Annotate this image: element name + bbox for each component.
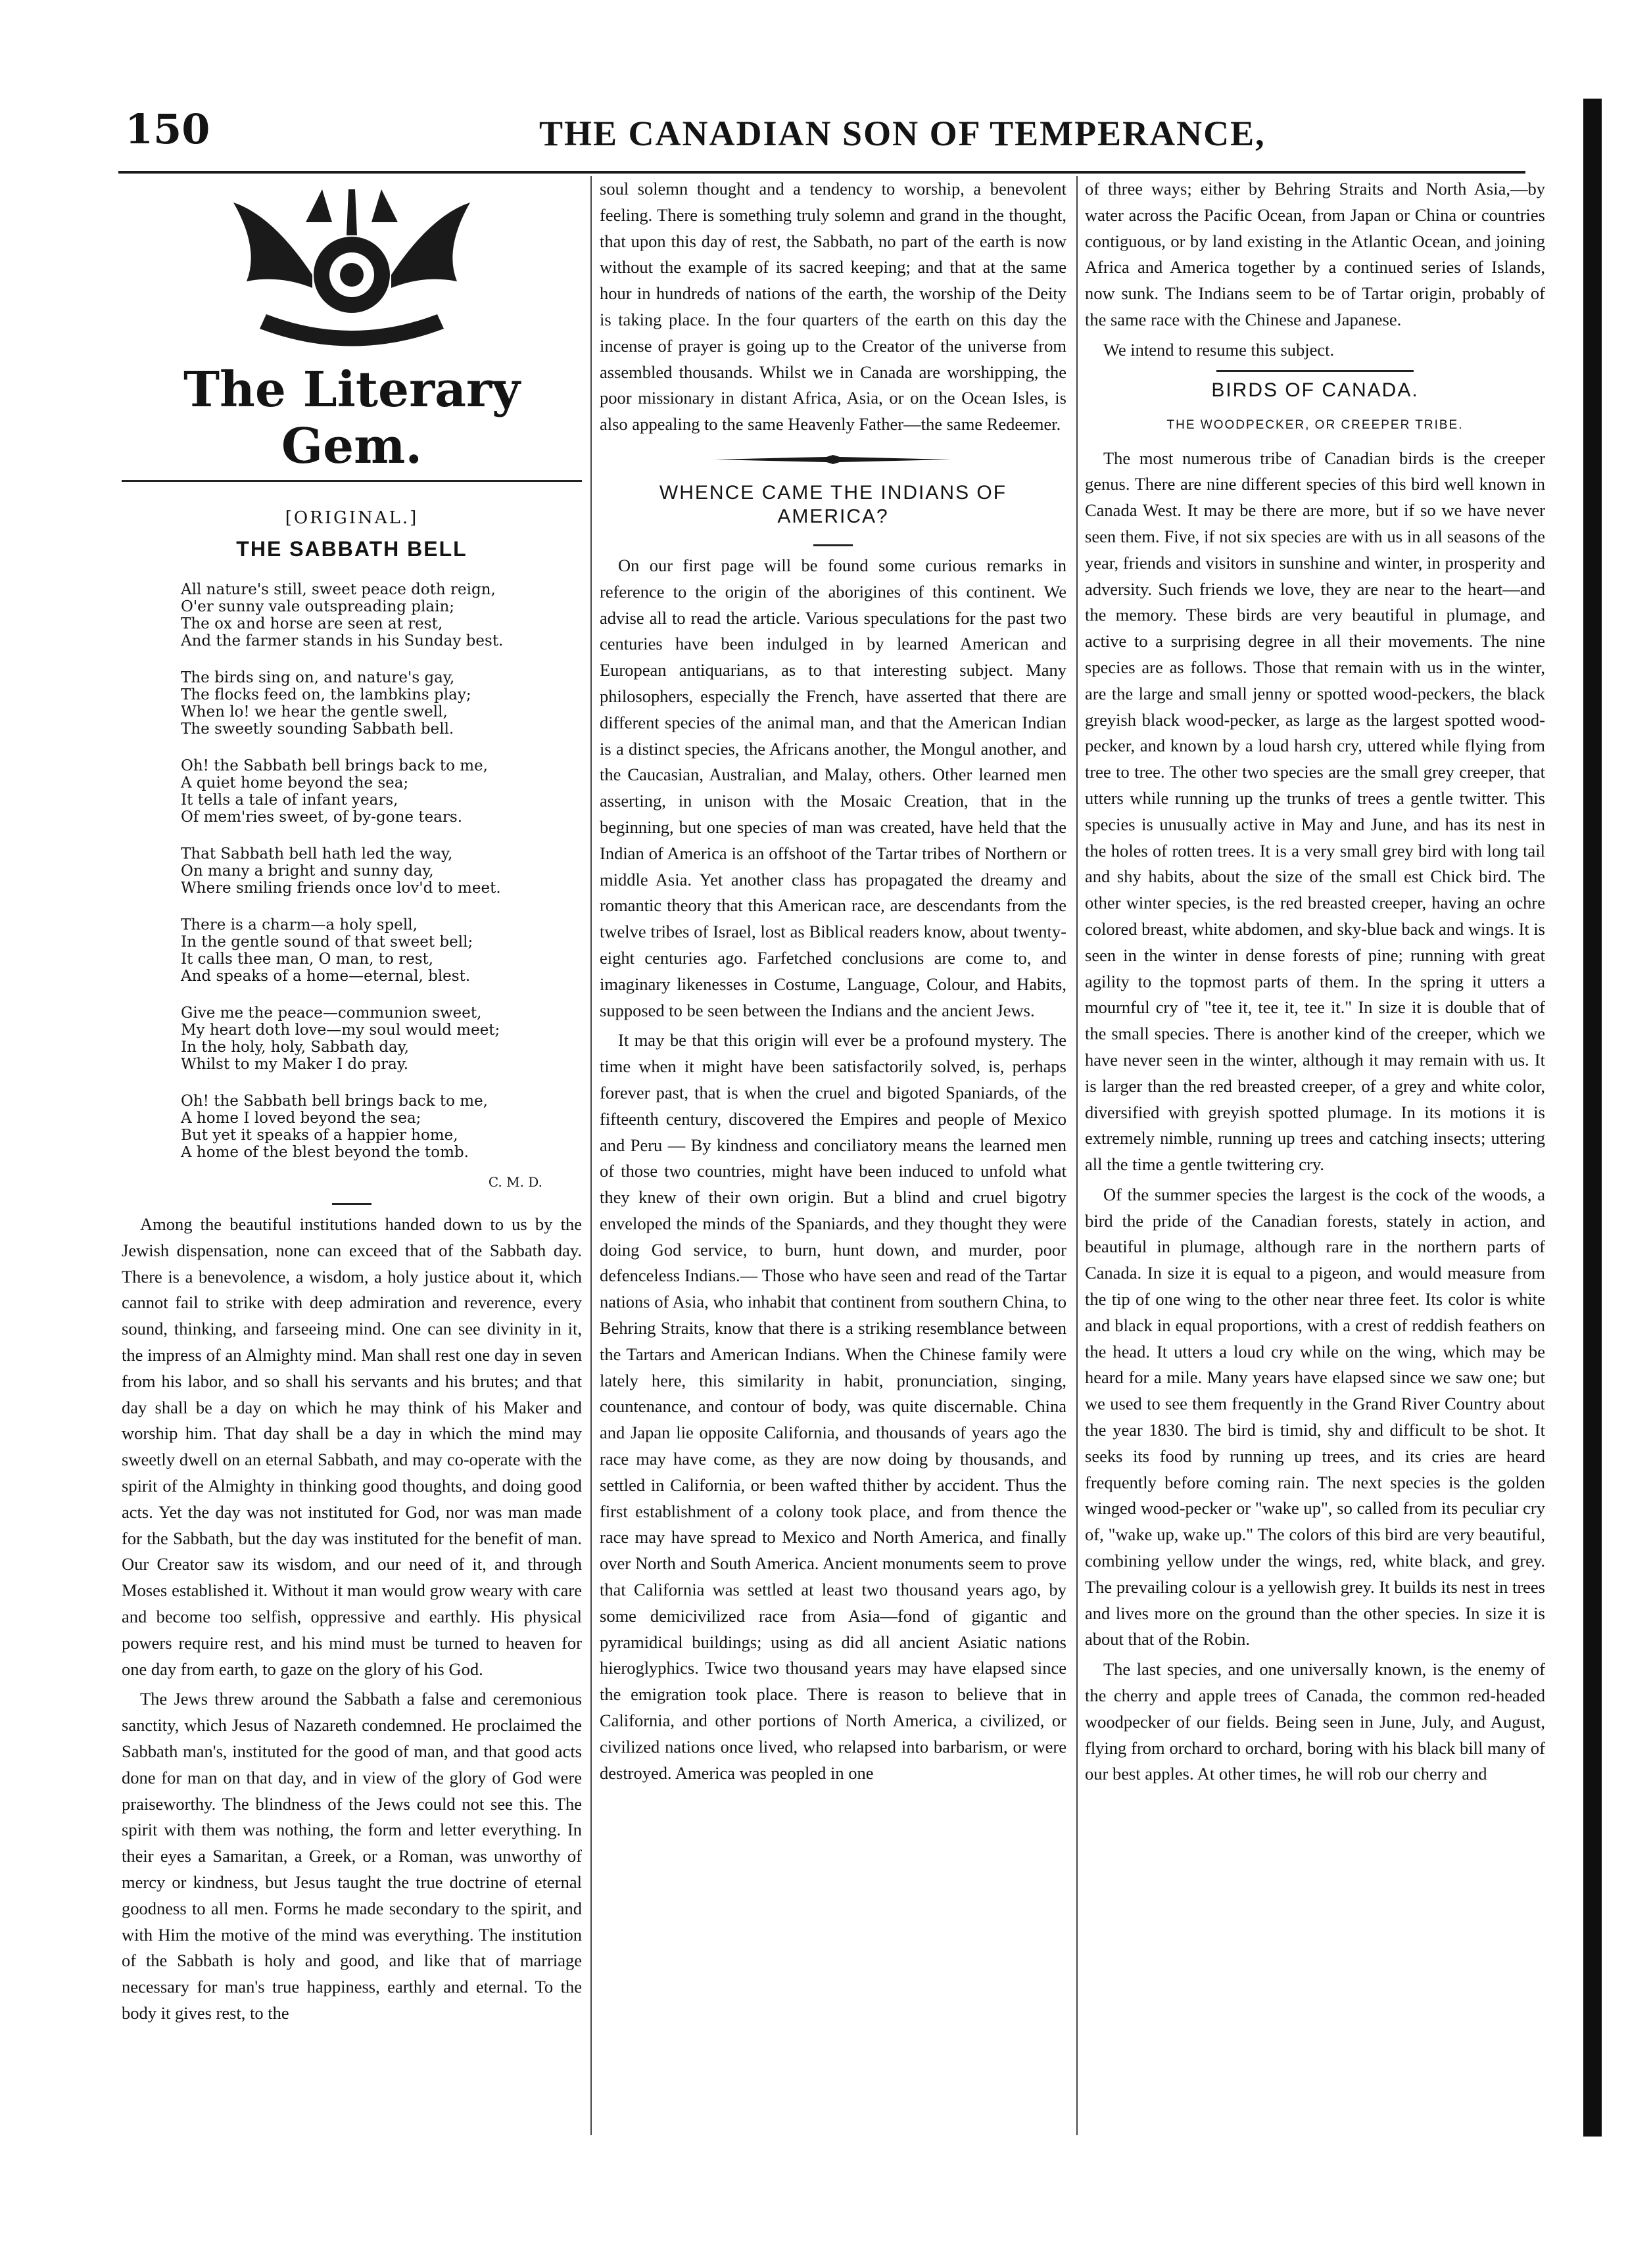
ornamental-rule-icon [715, 455, 951, 464]
poem-line: There is a charm—a holy spell, [181, 916, 418, 933]
poem [122, 581, 582, 1161]
continued-paragraph: of three ways; either by Behring Straits and North Asia,—by water across the Pacific Ocean, from Japan or China or countries contiguous, or by land existing in the Atlantic Ocean, and joining Africa and America together by a continued series of Islands, now sunk. The Indians seem to be of Tartar origin, probably of the same race with the Chinese and Japanese. [1085, 179, 1545, 329]
article-paragraph: Of the summer species the largest is the cock of the woods, a bird the pride of the Canadian forests, stately in action, and beautiful in plumage, although rare in the northern parts of Canada. In size it is equal to a pigeon, and would measure from the tip of one wing to the other near three feet. Its color is white and black in equal proportions, with a crest of reddish feathers on the head. It utters a loud cry while on the wing, which may be heard for a mile. Many years have elapsed since we saw one; but we used to see them frequently in the Grand River Country about the year 1830. The bird is timid, shy and difficult to be shot. It seeks its food by running up trees, and its cries are heard frequently before coming rain. The next species is the golden winged wood-pecker or "wake up", so called from its peculiar cry of, "wake up, wake up." The colors of this bird are very beautiful, combining yellow under the wings, red, white black, and grey. The prevailing colour is a yellowish grey. It builds its nest in trees and lives more on the ground than the other species. In size it is about that of the Robin. [1085, 1184, 1545, 1649]
poem-stanza [181, 1004, 582, 1073]
poem-line: It calls thee man, O man, to rest, [181, 951, 434, 968]
poem-line: A home of the blest beyond the tomb. [181, 1144, 469, 1161]
poem-line: Where smiling friends once lov'd to meet. [181, 880, 501, 897]
page-number: 150 [125, 105, 210, 153]
page-edge-shadow [1583, 99, 1602, 2137]
column-divider [1076, 176, 1078, 2135]
poem-line: The sweetly sounding Sabbath bell. [181, 721, 454, 738]
poem-line: And the farmer stands in his Sunday best. [181, 632, 504, 650]
poem-line: That Sabbath bell hath led the way, [181, 845, 453, 862]
poem-line: When lo! we hear the gentle swell, [181, 703, 448, 721]
poem-line: The ox and horse are seen at rest, [181, 615, 443, 632]
poem-line: It tells a tale of infant years, [181, 791, 398, 809]
poem-line: But yet it speaks of a happier home, [181, 1127, 458, 1144]
poem-line: All nature's still, sweet peace doth reign, [181, 581, 496, 598]
poem-stanza [181, 669, 582, 738]
divider [813, 544, 853, 546]
article-paragraph: The most numerous tribe of Canadian birds is the creeper genus. There are nine different species of this bird well known in Canada West. It may be there are more, but if so we have never seen them. Five, if not six species are with us in all seasons of the year, friends and visitors in sunshine and winter, in prosperity and adversity. Such friends we love, they are near to the heart—and the memory. These birds are very beautiful in plumage, and active to a surprising degree in all their movements. The nine species are as follows. Those that remain with us in the winter, are the large and small jenny or spotted wood-peckers, the black greyish black wood-pecker, as large as the largest spotted wood-pecker, and known by a loud harsh cry, uttered while flying from tree to tree. The other two species are the small grey creeper, that utters while running up the trunks of trees a gentle twitter. This species is unusually active in May and June, and has its nest in the holes of rotten trees. It is a very small grey bird with long tail and shy habits, about the size of the small est Chick bird. The other winter species, is the red breasted creeper, having an ochre colored breast, white abdomen, and sky-blue back and wings. It is seen in the winter in dense forests of pine; running with great agility to the topmost parts of them. In the spring it utters a mournful cry of "tee it, tee it, tee it." In size it is double that of the small species. There is another kind of the creeper, which we have never seen in the winter, although it may remain with us. It is larger than the red breasted creeper, of a grey and white color, diversified with greyish spotted plumage. In its motions it is extremely nimble, running up trees and catching insects; uttering all the time a gentle twittering cry. [1085, 448, 1545, 1175]
article-heading: BIRDS OF CANADA. [1211, 379, 1419, 401]
poem-stanza [181, 757, 582, 826]
article-paragraph: On our first page will be found some curious remarks in reference to the origin of the aborigines of this continent. We advise all to read the article. Various speculations for the past two centuries have been indulged in by learned American and European antiquarians, as to that interesting subject. Many philosophers, especially the French, have asserted that there are different species of the animal man, and that the American Indian is a distinct species, the Africans another, the Mongul another, and the Caucasian, Australian, and Malay, others. Other learned men asserting, in unison with the Mosaic Creation, that in the beginning, but one species of man was created, have held that the Indian of America is an offshoot of the Tartar tribes of Northern or middle Asia. Yet another class has propagated the dreamy and romantic theory that this American race, are descendants from the twelve tribes of Israel, lost as Biblical readers know, about twenty-eight centuries ago. Farfetched conclusions are come to, and imaginary likenesses in Costume, Language, Colour, and Habits, supposed to be seen between the Indians and the ancient Jews. [600, 555, 1066, 1020]
article-subheading: THE WOODPECKER, OR CREEPER TRIBE. [1166, 417, 1464, 432]
poem-line: The flocks feed on, the lambkins play; [181, 686, 471, 703]
poem-line: And speaks of a home—eternal, blest. [181, 968, 471, 985]
poem-line: Give me the peace—communion sweet, [181, 1004, 482, 1022]
poem-stanza [181, 916, 582, 985]
column-indians [600, 176, 1066, 1790]
article-paragraph: It may be that this origin will ever be a profound mystery. The time when it might have been satisfactorily solved, is, perhaps forever past, that is when the cruel and bigoted Spaniards, of the fifteenth century, discovered the Empires and people of Mexico and Peru — By kindness and conciliatory means the learned men of those two countries, might have been induced to unfold what they knew of their own origin. But a blind and cruel bigotry enveloped the minds of the Spaniards, and they thought they were doing God service, to burn, hunt down, and murder, poor defenceless Indians.— Those who have seen and read of the Tartar nations of Asia, who inhabit that continent from southern China, to Behring Straits, know that there is a striking resemblance between the Tartars and American Indians. When the Chinese family were lately here, this similarity in habit, pronunciation, singing, countenance, and contour of body, was quite discernable. China and Japan lie opposite California, and thousands of years ago the race may have come, as they are now doing by thousands, and settled in California, or been wafted thither by accident. Thus the first establishment of a colony took place, and from thence the race may have spread to Mexico and North America, and finally over North and South America. Ancient monuments seem to prove that California was settled at least two thousand years ago, by some demicivilized race from Asia—fond of gigantic and pyramidical buildings; using as did all ancient Asiatic nations hieroglyphics. Twice two thousand years may have elapsed since the emigration took place. There is reason to believe that in California, and other portions of North America, a civilized, or civilized nations once lived, who relapsed into barbarism, or were destroyed. America was peopled in one [600, 1030, 1066, 1783]
poem-line: In the gentle sound of that sweet bell; [181, 933, 473, 951]
essay-paragraph: The Jews threw around the Sabbath a false and ceremonious sanctity, which Jesus of Nazareth condemned. He proclaimed the Sabbath man's, instituted for the good of man, and that good acts done for man on that day, and in view of the glory of God were praiseworthy. The blindness of the Jews could not see this. The spirit with them was nothing, the form and letter everything. In their eyes a Samaritan, a Greek, or a Roman, was unworthy of mercy or kindness, but Jesus taught the true doctrine of eternal goodness to all men. Forms he made secondary to the spirit, and with Him the motive of the mind was everything. The institution of the Sabbath is holy and good, and like that of marriage necessary for man's true happiness, earthly and eternal. To the body it gives rest, to the [122, 1689, 582, 2023]
publication-title: THE CANADIAN SON OF TEMPERANCE, [539, 114, 1266, 153]
column-divider [590, 176, 592, 2135]
poem-line: In the holy, holy, Sabbath day, [181, 1039, 410, 1056]
continued-paragraph: soul solemn thought and a tendency to worship, a benevolent feeling. There is something truly solemn and grand in the thought, that upon this day of rest, the Sabbath, no part of the earth is now without the example of its sacred keeping; and that at the same hour in hundreds of nations of the earth, the worship of the Deity is taking place. In the four quarters of the earth on this day the incense of prayer is going up to the Creator of the universe from assembled thousands. Whilst we in Canada are worshipping, the poor missionary in distant Africa, Asia, or on the Ocean Isles, is also appealing to the same Heavenly Father—the same Redeemer. [600, 179, 1066, 435]
poem-line: On many a bright and sunny day, [181, 862, 434, 880]
poem-line: My heart doth love—my soul would meet; [181, 1022, 500, 1039]
poem-signature: C. M. D. [488, 1174, 542, 1190]
poem-title: THE SABBATH BELL [236, 537, 467, 561]
poem-line: O'er sunny vale outspreading plain; [181, 598, 455, 615]
poem-line: A quiet home beyond the sea; [181, 774, 409, 791]
article-paragraph: The last species, and one universally known, is the enemy of the cherry and apple trees of Canada, the common red-headed woodpecker of our fields. Being seen in June, July, and August, flying from orchard to orchard, boring with his black bill many of our best apples. At other times, he will rob our cherry and [1085, 1659, 1545, 1784]
divider [332, 1203, 371, 1205]
poem-line: Of mem'ries sweet, of by-gone tears. [181, 809, 463, 826]
column-birds [1085, 176, 1545, 1791]
page-header [118, 99, 1525, 174]
resume-note: We intend to resume this subject. [1103, 339, 1335, 360]
temperance-emblem-icon [207, 176, 496, 354]
poem-line: The birds sing on, and nature's gay, [181, 669, 455, 686]
column-literary-gem [122, 176, 582, 2031]
poem-line: A home I loved beyond the sea; [181, 1110, 421, 1127]
poem-line: Whilst to my Maker I do pray. [181, 1056, 409, 1073]
poem-line: Oh! the Sabbath bell brings back to me, [181, 1093, 488, 1110]
poem-line: Oh! the Sabbath bell brings back to me, [181, 757, 488, 774]
essay-paragraph: Among the beautiful institutions handed down to us by the Jewish dispensation, none can exceed that of the Sabbath day. There is a benevolence, a wisdom, a holy justice about it, which cannot fail to strike with deep admiration and reverence, every sound, thinking, and farseeing mind. One can see divinity in it, the impress of an Almighty mind. Man shall rest one day in seven from his labor, and so shall his servants and his brutes; and that day shall be a day on which he may think of his Maker and worship him. That day shall be a day in which the mind may sweetly dwell on an eternal Sabbath, and may co-operate with the spirit of the Almighty in thinking good thoughts, and doing good acts. Yet the day was not instituted for God, nor was man made for the Sabbath, but the day was instituted for the benefit of man. Our Creator saw its wisdom, and our need of it, and through Moses established it. Without it man would grow weary with care and become too selfish, oppressive and earthly. His physical powers require rest, and his mind must be turned to heaven for one day from earth, to gaze on the glory of his God. [122, 1214, 582, 1679]
poem-stanza [181, 845, 582, 897]
divider [1216, 370, 1414, 372]
poem-stanza [181, 1093, 582, 1161]
section-masthead: The Literary Gem. [183, 362, 521, 475]
divider [122, 480, 582, 482]
poem-stanza [181, 581, 582, 650]
article-heading: WHENCE CAME THE INDIANS OF AMERICA? [659, 481, 1007, 527]
original-tag: [ORIGINAL.] [285, 508, 419, 528]
